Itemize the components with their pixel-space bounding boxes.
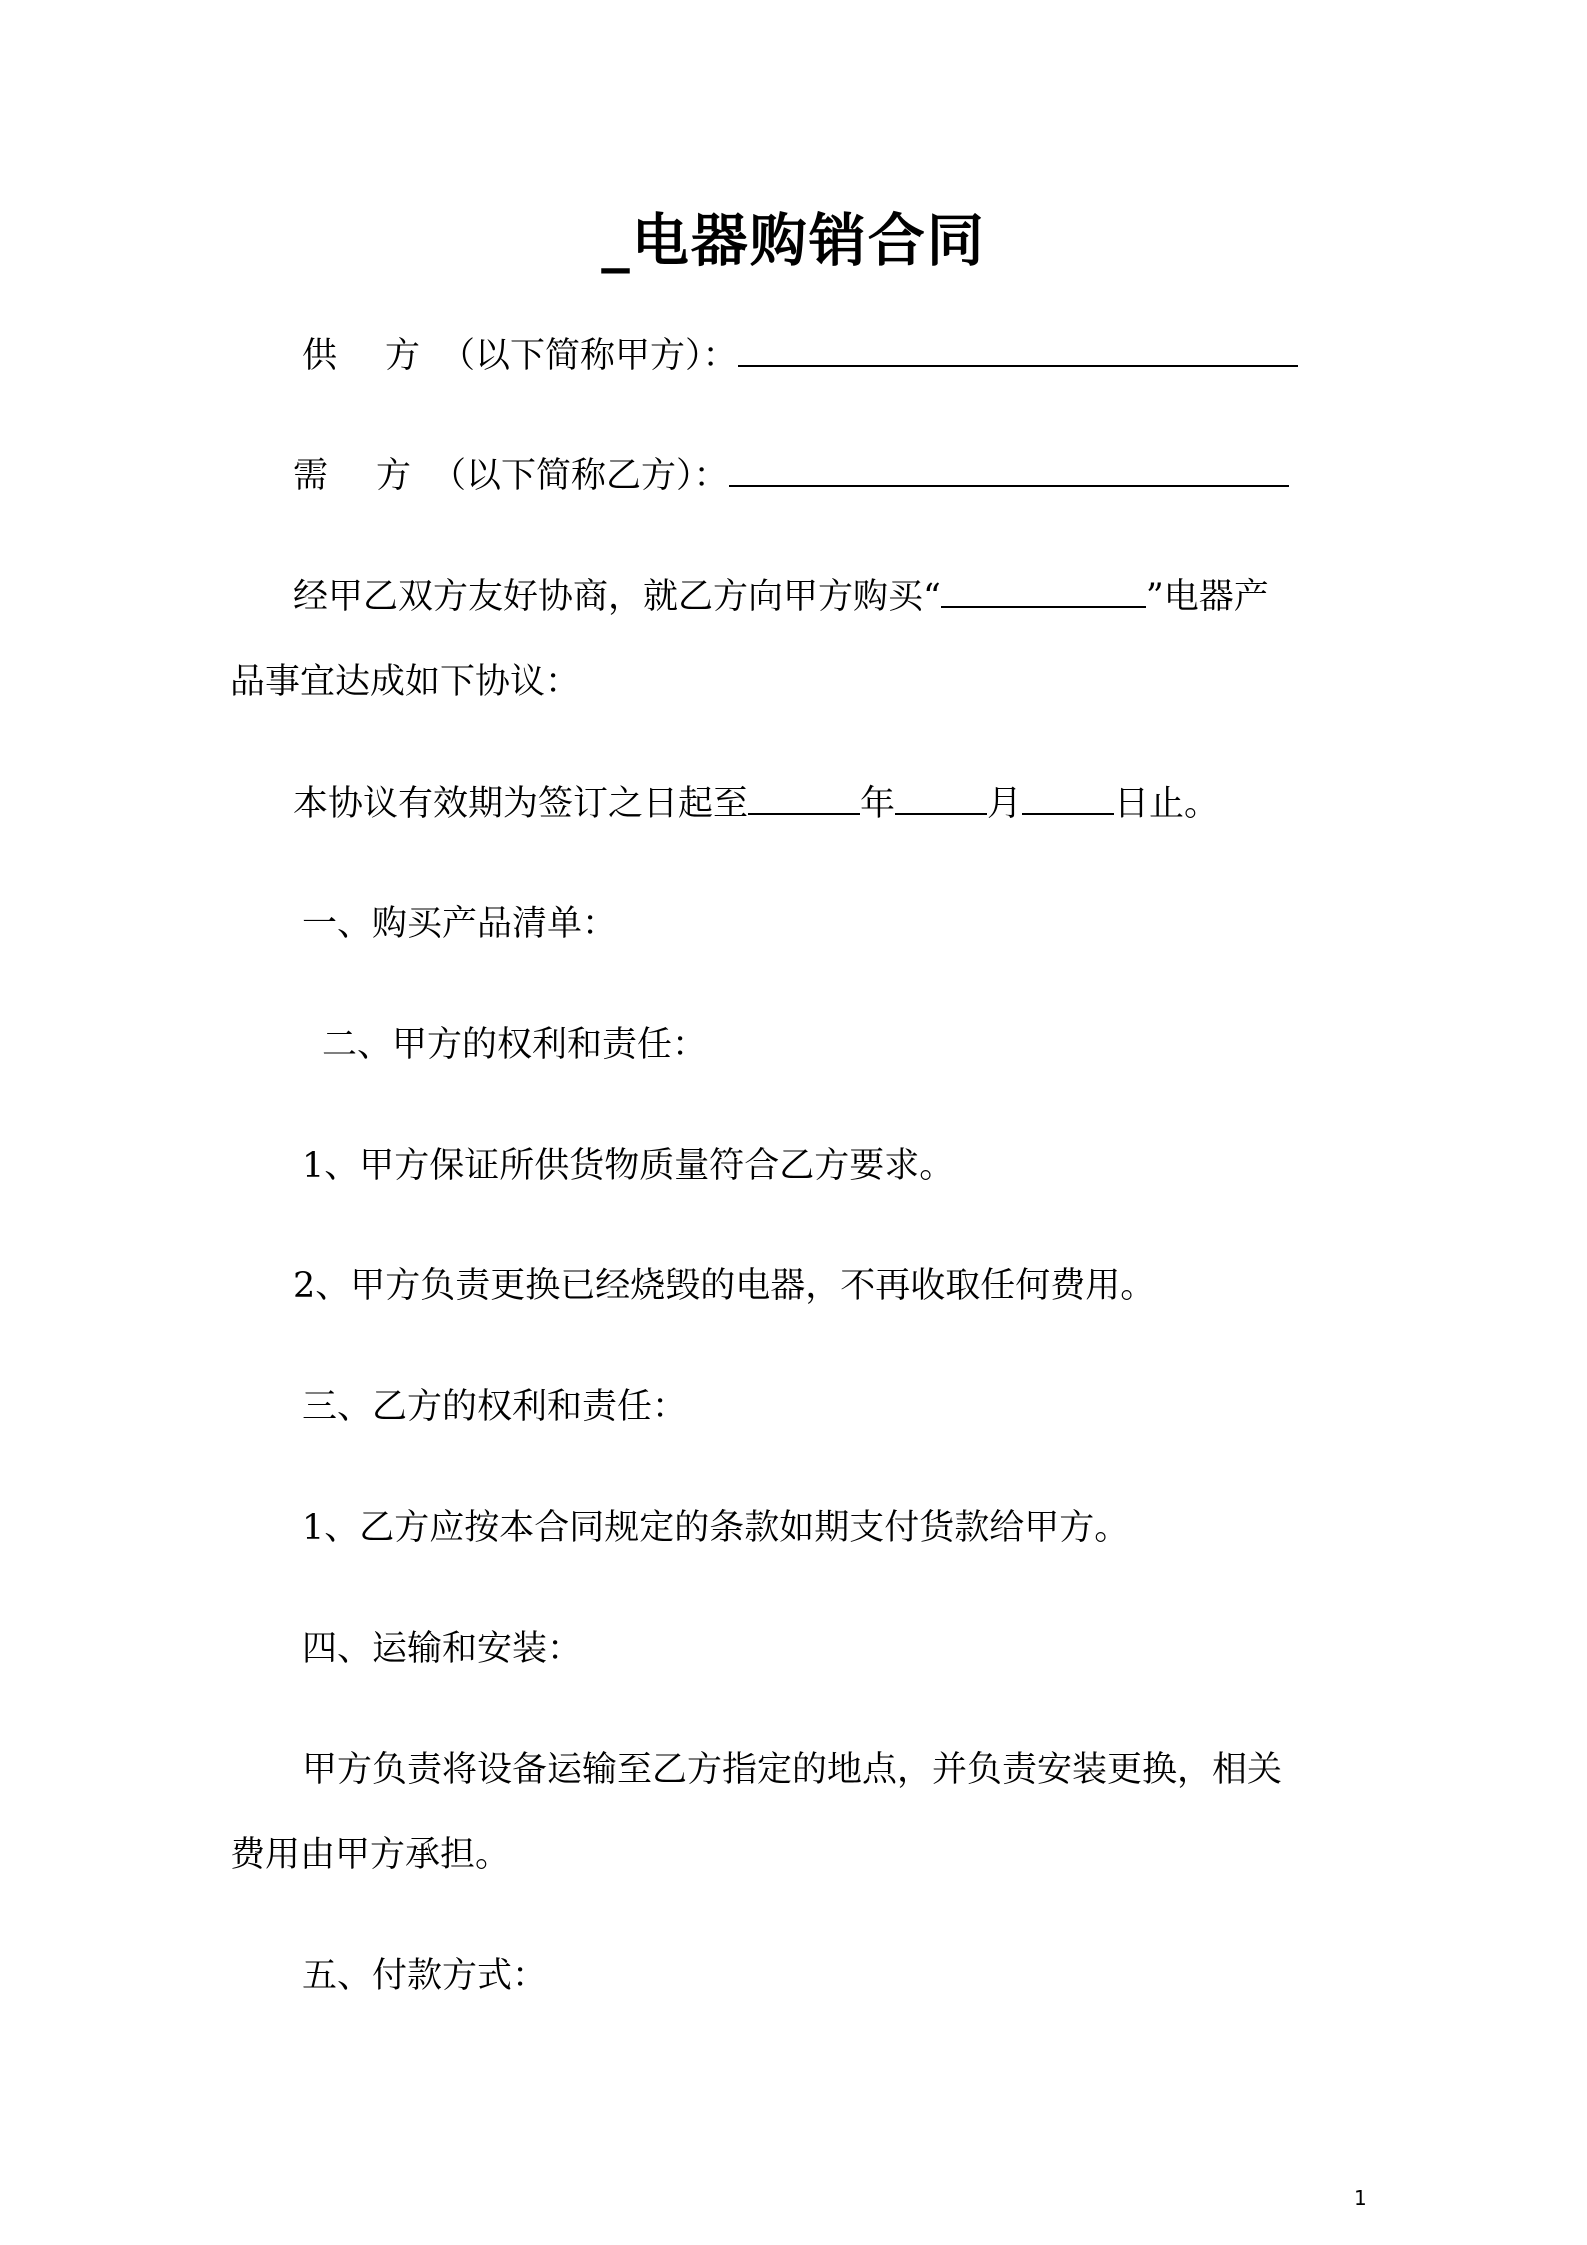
section-2-heading: 二、甲方的权利和责任： — [322, 1025, 708, 1065]
validity-day: 日止。 — [1114, 784, 1220, 824]
supplier-line — [302, 335, 1298, 376]
supplier-blank[interactable] — [738, 335, 1298, 367]
section-1-heading: 一、购买产品清单： — [302, 904, 618, 944]
year-blank[interactable] — [748, 783, 860, 815]
section-3-item-1: 1、乙方应按本合同规定的条款如期支付货款给甲方。 — [302, 1508, 1130, 1548]
page-number: 1 — [1354, 2186, 1367, 2210]
section-5-heading: 五、付款方式： — [302, 1956, 548, 1996]
supplier-label-2: 方 — [385, 336, 421, 376]
buyer-blank[interactable] — [729, 455, 1289, 487]
document-title: _电器购销合同 — [601, 207, 986, 274]
section-2-item-1: 1、甲方保证所供货物质量符合乙方要求。 — [302, 1146, 955, 1186]
buyer-label-2: 方 — [376, 456, 412, 496]
section-4-text-line-2: 费用由甲方承担。 — [230, 1835, 511, 1875]
section-2-item-2: 2、甲方负责更换已经烧毁的电器，不再收取任何费用。 — [293, 1266, 1156, 1306]
month-blank[interactable] — [895, 783, 987, 815]
day-blank[interactable] — [1022, 783, 1114, 815]
validity-year: 年 — [860, 784, 896, 824]
intro-line-1 — [293, 576, 1269, 617]
intro-part-1: 经甲乙双方友好协商，就乙方向甲方购买“ — [293, 577, 941, 617]
section-3-heading: 三、乙方的权利和责任： — [302, 1387, 688, 1427]
validity-line — [293, 783, 1219, 824]
section-4-text-line-1: 甲方负责将设备运输至乙方指定的地点，并负责安装更换，相关 — [302, 1750, 1283, 1790]
buyer-suffix: （以下简称乙方）： — [431, 456, 729, 496]
supplier-label: 供 — [302, 336, 338, 376]
buyer-line — [293, 455, 1289, 496]
supplier-suffix: （以下简称甲方）： — [440, 336, 738, 376]
buyer-label: 需 — [293, 456, 329, 496]
intro-part-2: ”电器产 — [1145, 577, 1269, 617]
section-4-heading: 四、运输和安装： — [302, 1629, 583, 1669]
intro-line-2: 品事宜达成如下协议： — [230, 662, 581, 702]
product-blank[interactable] — [941, 576, 1146, 608]
validity-part-1: 本协议有效期为签订之日起至 — [293, 784, 749, 824]
validity-month: 月 — [987, 784, 1023, 824]
